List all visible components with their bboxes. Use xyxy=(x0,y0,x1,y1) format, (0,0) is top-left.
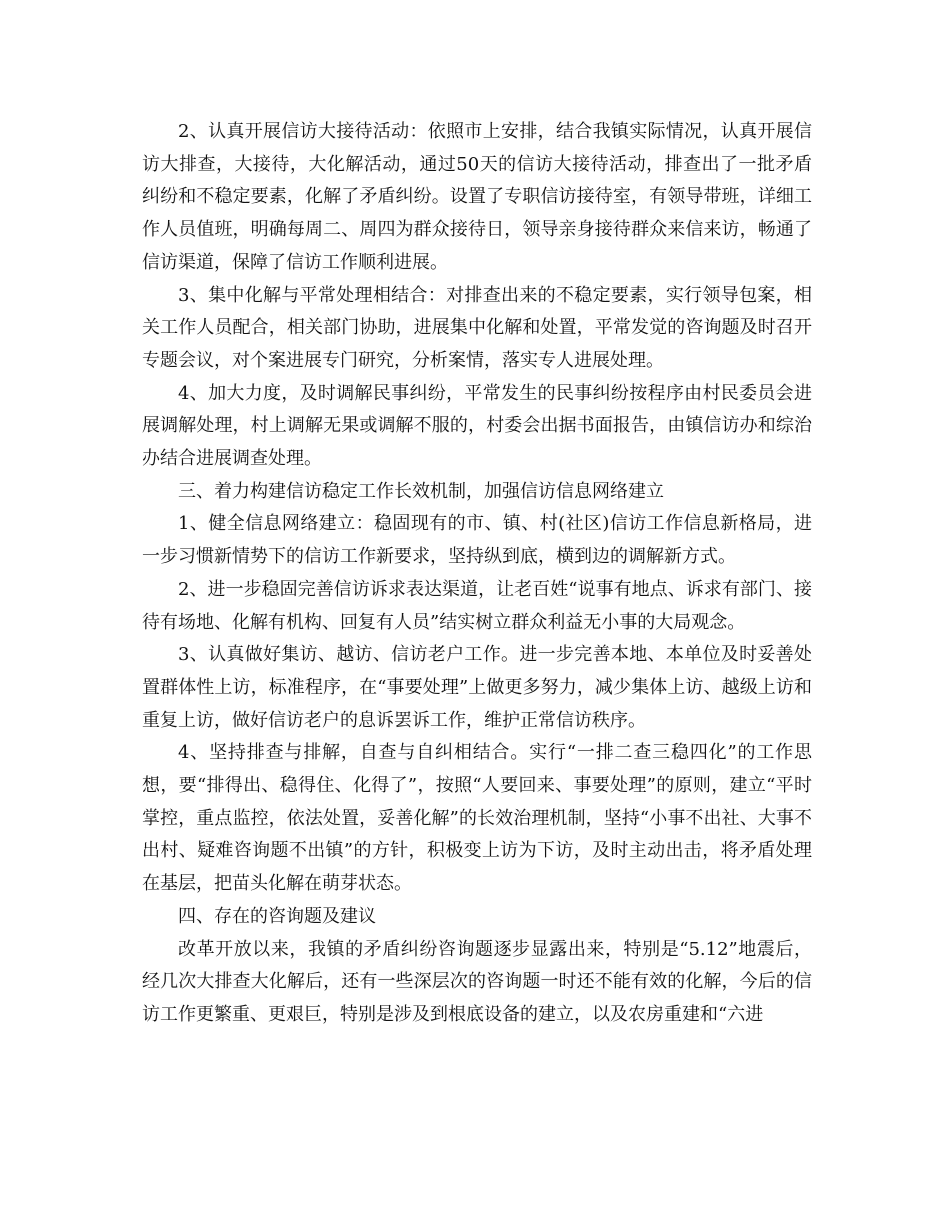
paragraph-group-visits: 3、认真做好集访、越访、信访老户工作。进一步完善本地、本单位及时妥善处置群体性上访，标准程序，在“事要处理”上做更多努力，减少集体上访、越级上访和重复上访，做好信访老户的息诉罢诉工作，维护正常信访秩序。 xyxy=(142,644,812,731)
document-body xyxy=(142,116,812,1032)
paragraph-centralized-resolution: 3、集中化解与平常处理相结合：对排查出来的不稳定要素，实行领导包案，相关工作人员配合，相关部门协助，进展集中化解和处置，平常发觉的咨询题及时召开专题会议，对个案进展专门研究，分析案情，落实专人进展处理。 xyxy=(142,284,812,371)
paragraph-appeal-channels: 2、进一步稳固完善信访诉求表达渠道，让老百姓“说事有地点、诉求有部门、接待有场地、化解有机构、回复有人员”结实树立群众利益无小事的大局观念。 xyxy=(142,578,812,633)
paragraph-investigation-resolution: 4、坚持排查与排解，自查与自纠相结合。实行“一排二查三稳四化”的工作思想，要“排得出、稳得住、化得了”，按照“人要回来、事要处理”的原则，建立“平时掌控，重点监控，依法处置，妥善化解”的长效治理机制，坚持“小事不出社、大事不出村、疑难咨询题不出镇”的方针，积极变上访为下访，及时主动出击，将矛盾处理在基层，把苗头化解在萌芽状态。 xyxy=(142,742,812,895)
paragraph-information-network: 1、健全信息网络建立：稳固现有的市、镇、村(社区)信访工作信息新格局，进一步习惯新情势下的信访工作新要求，坚持纵到底，横到边的调解新方式。 xyxy=(142,513,812,568)
paragraph-reception-activity: 2、认真开展信访大接待活动：依照市上安排，结合我镇实际情况，认真开展信访大排查，大接待，大化解活动，通过50天的信访大接待活动，排查出了一批矛盾纠纷和不稳定要素，化解了矛盾纠纷。设置了专职信访接待室，有领导带班，详细工作人员值班，明确每周二、周四为群众接待日，领导亲身接待群众来信来访，畅通了信访渠道，保障了信访工作顺利进展。 xyxy=(142,121,812,273)
section-heading-issues-suggestions: 四、存在的咨询题及建议 xyxy=(178,905,376,927)
section-heading-long-term-mechanism: 三、着力构建信访稳定工作长效机制，加强信访信息网络建立 xyxy=(178,480,664,502)
paragraph-civil-disputes: 4、加大力度，及时调解民事纠纷，平常发生的民事纠纷按程序由村民委员会进展调解处理，村上调解无果或调解不服的，村委会出据书面报告，由镇信访办和综治办结合进展调查处理。 xyxy=(142,382,812,470)
paragraph-existing-issues: 改革开放以来，我镇的矛盾纠纷咨询题逐步显露出来，特别是“5.12”地震后，经几次大排查大化解后，还有一些深层次的咨询题一时还不能有效的化解，今后的信访工作更繁重、更艰巨，特别是涉及到根底设备的建立，以及农房重建和“六进 xyxy=(142,938,812,1025)
